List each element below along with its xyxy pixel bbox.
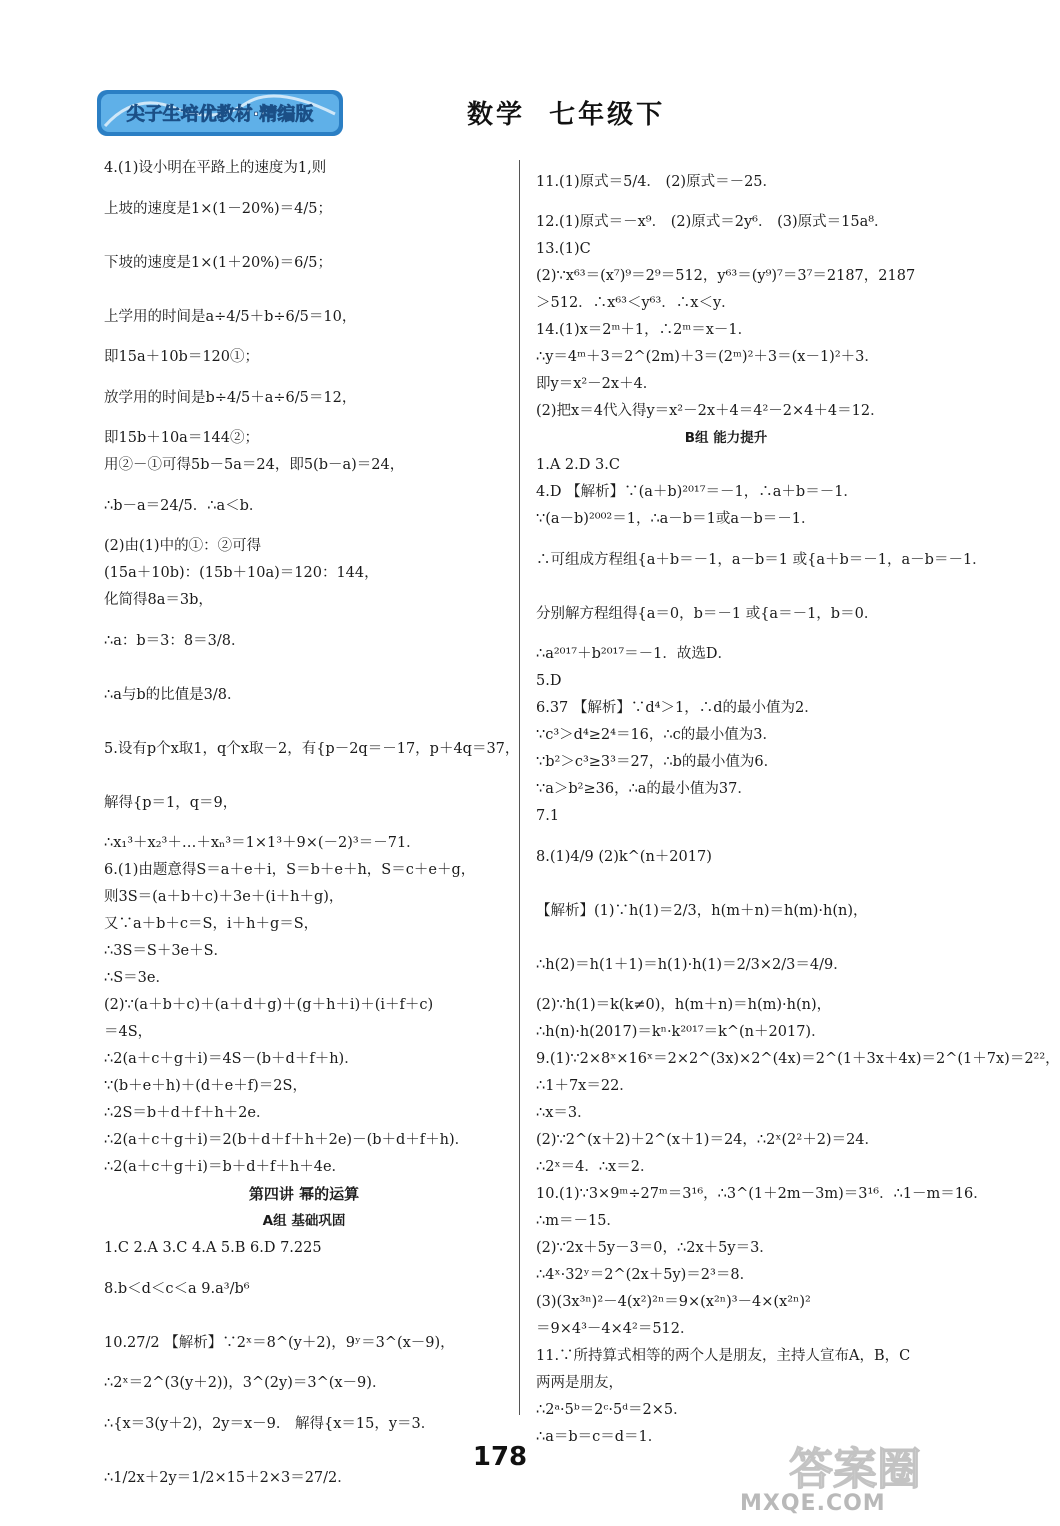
answer-line: ＝9×4³－4×4²＝512． — [536, 1321, 695, 1337]
answer-line: 11.∵所持算式相等的两个人是朋友，主持人宣布A，B，C — [536, 1348, 911, 1364]
answer-line: 9.(1)∵2×8ˣ×16ˣ＝2×2^(3x)×2^(4x)＝2^(1＋3x＋4x)＝2^(1＋7x)＝2²²， — [536, 1051, 1060, 1067]
answer-line: 即y＝x²－2x＋4． — [536, 376, 658, 392]
answer-line: (15a＋10b)：(15b＋10a)＝120：144， — [104, 565, 379, 581]
answer-line: ＞512．∴x⁶³＜y⁶³．∴x＜y． — [536, 295, 736, 311]
answer-line: ∴2(a＋c＋g＋i)＝2(b＋d＋f＋h＋2e)－(b＋d＋f＋h)． — [104, 1132, 470, 1148]
answer-line: 6.(1)由题意得S＝a＋e＋i，S＝b＋e＋h，S＝c＋e＋g， — [104, 862, 476, 878]
answer-line: B组 能力提升 — [684, 430, 768, 446]
answer-line: 10.27/2 【解析】∵2ˣ＝8^(y＋2)，9ʸ＝3^(x－9)， — [104, 1335, 455, 1351]
answer-line: ∴{x＝3(y＋2)，2y＝x－9． 解得{x＝15，y＝3． — [104, 1416, 436, 1432]
answer-line: 即15b＋10a＝144②； — [104, 430, 260, 446]
answer-line: (2)∵(a＋b＋c)＋(a＋d＋g)＋(g＋h＋i)＋(i＋f＋c) — [104, 997, 434, 1013]
answer-line: ∴h(n)·h(2017)＝kⁿ·k²⁰¹⁷＝k^(n＋2017)． — [536, 1024, 826, 1040]
answer-line: (2)把x＝4代入得y＝x²－2x＋4＝4²－2×4＋4＝12． — [536, 403, 885, 419]
answer-line: ∴m＝－15． — [536, 1213, 621, 1229]
column-divider — [519, 160, 520, 1415]
answer-line: (2)∵2x＋5y－3＝0，∴2x＋5y＝3． — [536, 1240, 774, 1256]
answer-line: ∴b－a＝24/5．∴a＜b． — [104, 498, 264, 514]
answer-line: (3)(3x³ⁿ)²－4(x²)²ⁿ＝9×(x²ⁿ)³－4×(x²ⁿ)² — [536, 1294, 811, 1310]
book-logo — [95, 86, 345, 140]
right-column — [536, 155, 1060, 1451]
answer-line: 5.设有p个x取1，q个x取－2，有{p－2q＝－17，p＋4q＝37， — [104, 741, 520, 757]
answer-line: 12.(1)原式＝－x⁹． (2)原式＝2y⁶． (3)原式＝15a⁸． — [536, 214, 889, 230]
answer-line: ∴a²⁰¹⁷＋b²⁰¹⁷＝－1．故选D． — [536, 646, 733, 662]
watermark-text: MXQE.COM — [740, 1491, 886, 1516]
answer-line: 即15a＋10b＝120①； — [104, 349, 260, 365]
answer-line: 8.b＜d＜c＜a 9.a³/b⁶ — [104, 1281, 250, 1297]
answer-line: ∵(b＋e＋h)＋(d＋e＋f)＝2S， — [104, 1078, 307, 1094]
answer-line: A组 基础巩固 — [262, 1213, 346, 1229]
answer-line: ∴2ˣ＝4．∴x＝2． — [536, 1159, 655, 1175]
answer-line: ∴4ˣ·32ʸ＝2^(2x＋5y)＝2³＝8． — [536, 1267, 755, 1283]
answer-line: ∴2(a＋c＋g＋i)＝b＋d＋f＋h＋4e． — [104, 1159, 347, 1175]
answer-line: 6.37 【解析】∵d⁴＞1，∴d的最小值为2． — [536, 700, 819, 716]
answer-line: 8.(1)4/9 (2)k^(n＋2017) — [536, 849, 712, 865]
answer-line: ∵c³＞d⁴≥2⁴＝16，∴c的最小值为3． — [536, 727, 777, 743]
left-column — [104, 155, 520, 1505]
answer-line: ∴y＝4ᵐ＋3＝2^(2m)＋3＝(2ᵐ)²＋3＝(x－1)²＋3． — [536, 349, 879, 365]
answer-line: 两两是朋友， — [536, 1375, 623, 1391]
watermark-logo-text: 答案圈 — [789, 1444, 921, 1495]
answer-line: ∴a＝b＝c＝d＝1． — [536, 1429, 663, 1445]
answer-line: 10.(1)∵3×9ᵐ÷27ᵐ＝3¹⁶，∴3^(1＋2m－3m)＝3¹⁶．∴1－m＝16． — [536, 1186, 988, 1202]
answer-line: 下坡的速度是1×(1＋20%)＝6/5； — [104, 255, 332, 271]
answer-line: 化简得8a＝3b， — [104, 592, 213, 608]
answer-line: 5.D — [536, 673, 562, 689]
answer-line: 13.(1)C — [536, 241, 591, 257]
answer-line: ∴x₁³＋x₂³＋…＋xₙ³＝1×1³＋9×(－2)³＝－71． — [104, 835, 421, 851]
answer-line: ∴2S＝b＋d＋f＋h＋2e． — [104, 1105, 271, 1121]
answer-line: ＝4S， — [104, 1024, 153, 1040]
answer-line: 7.1 — [536, 808, 560, 824]
answer-line: 上学用的时间是a÷4/5＋b÷6/5＝10， — [104, 309, 357, 325]
answer-line: 又∵a＋b＋c＝S，i＋h＋g＝S， — [104, 916, 319, 932]
answer-line: ∴2ᵃ·5ᵇ＝2ᶜ·5ᵈ＝2×5． — [536, 1402, 688, 1418]
answer-line: ∴1/2x＋2y＝1/2×15＋2×3＝27/2． — [104, 1470, 352, 1486]
answer-line: 则3S＝(a＋b＋c)＋3e＋(i＋h＋g)， — [104, 889, 344, 905]
answer-line: ∵a＞b²≥36，∴a的最小值为37． — [536, 781, 752, 797]
answer-line: ∴1＋7x＝22． — [536, 1078, 634, 1094]
page-header — [95, 82, 895, 144]
answer-line: ∴2(a＋c＋g＋i)＝4S－(b＋d＋f＋h)． — [104, 1051, 359, 1067]
answer-line: (2)由(1)中的①：②可得 — [104, 538, 262, 554]
answer-line: 上坡的速度是1×(1－20%)＝4/5； — [104, 201, 332, 217]
answer-line: ∴x＝3． — [536, 1105, 592, 1121]
answer-line: ∴可组成方程组{a＋b＝－1，a－b＝1 或{a＋b＝－1，a－b＝－1． — [536, 552, 987, 568]
answer-line: 1.A 2.D 3.C — [536, 457, 620, 473]
header-title: 数学 七年级下 — [467, 100, 666, 130]
answer-line: 14.(1)x＝2ᵐ＋1，∴2ᵐ＝x－1． — [536, 322, 753, 338]
answer-line: 用②－①可得5b－5a＝24，即5(b－a)＝24， — [104, 457, 405, 473]
answer-line: (2)∵2^(x＋2)＋2^(x＋1)＝24，∴2ˣ(2²＋2)＝24． — [536, 1132, 880, 1148]
answer-line: ∵b²＞c³≥3³＝27，∴b的最小值为6． — [536, 754, 779, 770]
answer-line: 1.C 2.A 3.C 4.A 5.B 6.D 7.225 — [104, 1240, 322, 1256]
answer-line: ∴a与b的比值是3/8． — [104, 687, 242, 703]
answer-line: ∵(a－b)²⁰⁰²＝1，∴a－b＝1或a－b＝－1． — [536, 511, 816, 527]
answer-line: 放学用的时间是b÷4/5＋a÷6/5＝12， — [104, 390, 357, 406]
logo-text: 尖子生培优教材·精编版 — [126, 104, 314, 125]
answer-line: (2)∵h(1)＝k(k≠0)，h(m＋n)＝h(m)·h(n)， — [536, 997, 832, 1013]
answer-line: 11.(1)原式＝5/4． (2)原式＝－25． — [536, 174, 778, 190]
answer-line: (2)∵x⁶³＝(x⁷)⁹＝2⁹＝512，y⁶³＝(y⁹)⁷＝3⁷＝2187，2187 — [536, 268, 916, 284]
answer-line: ∴a：b＝3：8＝3/8． — [104, 633, 246, 649]
answer-line: ∴S＝3e． — [104, 970, 170, 986]
page-number: 178 — [472, 1442, 528, 1472]
answer-line: ∴3S＝S＋3e＋S． — [104, 943, 229, 959]
answer-line: 第四讲 幂的运算 — [248, 1185, 360, 1203]
answer-line: 分别解方程组得{a＝0，b＝－1 或{a＝－1，b＝0． — [536, 606, 879, 622]
answer-line: 4.(1)设小明在平路上的速度为1,则 — [104, 160, 327, 176]
answer-line: ∴h(2)＝h(1＋1)＝h(1)·h(1)＝2/3×2/3＝4/9． — [536, 957, 848, 973]
answer-line: ∴2ˣ＝2^(3(y＋2))，3^(2y)＝3^(x－9)． — [104, 1375, 387, 1391]
answer-line: 解得{p＝1，q＝9， — [104, 795, 238, 811]
answer-line: 4.D 【解析】∵(a＋b)²⁰¹⁷＝－1，∴a＋b＝－1． — [536, 484, 858, 500]
answer-line: 【解析】(1)∵h(1)＝2/3，h(m＋n)＝h(m)·h(n)， — [536, 903, 868, 919]
